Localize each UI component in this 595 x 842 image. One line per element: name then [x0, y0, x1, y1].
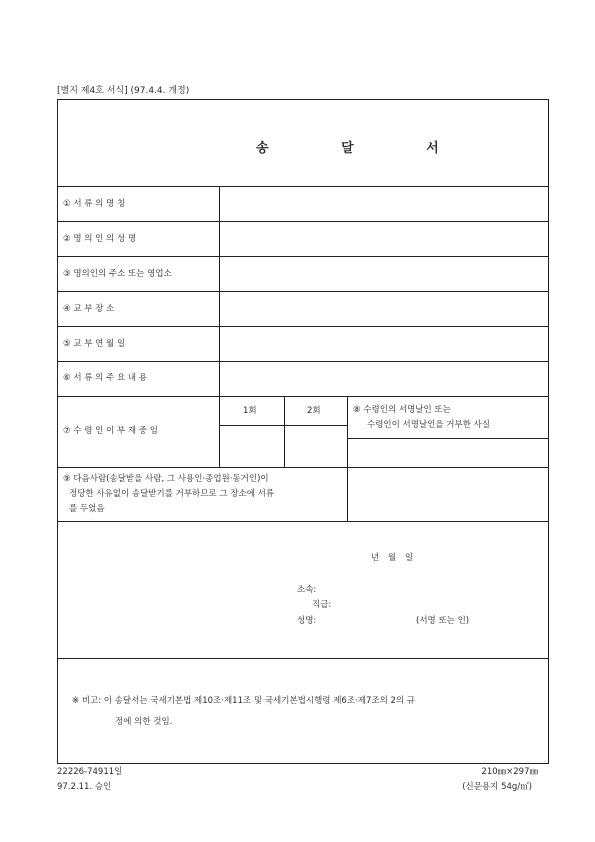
row-label-delivery-date: ⑤ 교 부 연 월 일 [63, 339, 126, 349]
divider [57, 467, 549, 468]
form-title: 송 달 서 [256, 141, 473, 156]
row-label-main-content: ⑥ 서 류 의 주 요 내 용 [63, 373, 148, 383]
form-header: [별지 제4호 서식] (97.4.4. 개정) [57, 86, 190, 96]
signature-rank: 직급: [312, 600, 332, 610]
divider [57, 658, 549, 659]
divider [347, 438, 549, 439]
divider [57, 186, 549, 187]
signature-date: 년 월 일 [371, 553, 417, 563]
row-label-holder-name: ② 명 의 인 의 성 명 [63, 234, 137, 244]
note-line2: 정에 의한 것임. [115, 717, 173, 727]
leave-notice-line1: ⑨ 다음사람(송달받을 사람, 그 사용인·종업원·동거인)이 [63, 474, 269, 484]
column-divider [347, 396, 348, 521]
divider [57, 221, 549, 222]
divider [219, 425, 347, 426]
note-line1: ※ 비고: 이 송달서는 국세기본법 제10조·제11조 및 국세기본법시행령 제6조·제7조의 2의 규 [72, 696, 416, 706]
column-divider [284, 396, 285, 467]
divider [57, 326, 549, 327]
row-label-delivery-place: ④ 교 부 장 소 [63, 304, 115, 314]
leave-notice-line2: 정당한 사유없이 송달받기를 거부하므로 그 장소에 서류 [69, 489, 275, 499]
absence-col-second: 2회 [307, 406, 321, 416]
refusal-label-line2: 수령인이 서명날인을 거부한 사실 [367, 420, 491, 430]
divider [57, 521, 549, 522]
row-label-document-name: ① 서 류 의 명 칭 [63, 199, 126, 209]
footer-code: 22226-74911일 [57, 767, 123, 777]
divider [57, 256, 549, 257]
divider [57, 396, 549, 397]
divider [57, 361, 549, 362]
absence-col-first: 1회 [243, 406, 257, 416]
footer-approval: 97.2.11. 승인 [57, 782, 112, 792]
row-label-holder-address: ③ 명의인의 주소 또는 영업소 [63, 269, 172, 279]
row-label-recipient-absent: ⑦ 수 령 인 이 부 재 중 임 [63, 426, 158, 436]
divider [57, 291, 549, 292]
footer-paper: (신문용지 54g/㎡) [462, 782, 532, 792]
footer-size: 210㎜×297㎜ [481, 767, 538, 777]
signature-note: (서명 또는 인) [416, 616, 470, 626]
signature-affiliation: 소속: [297, 585, 317, 595]
refusal-label-line1: ⑧ 수령인의 서명날인 또는 [353, 405, 451, 415]
leave-notice-line3: 를 두었음 [69, 504, 105, 514]
signature-name: 성명: [297, 616, 317, 626]
column-divider [219, 186, 220, 467]
